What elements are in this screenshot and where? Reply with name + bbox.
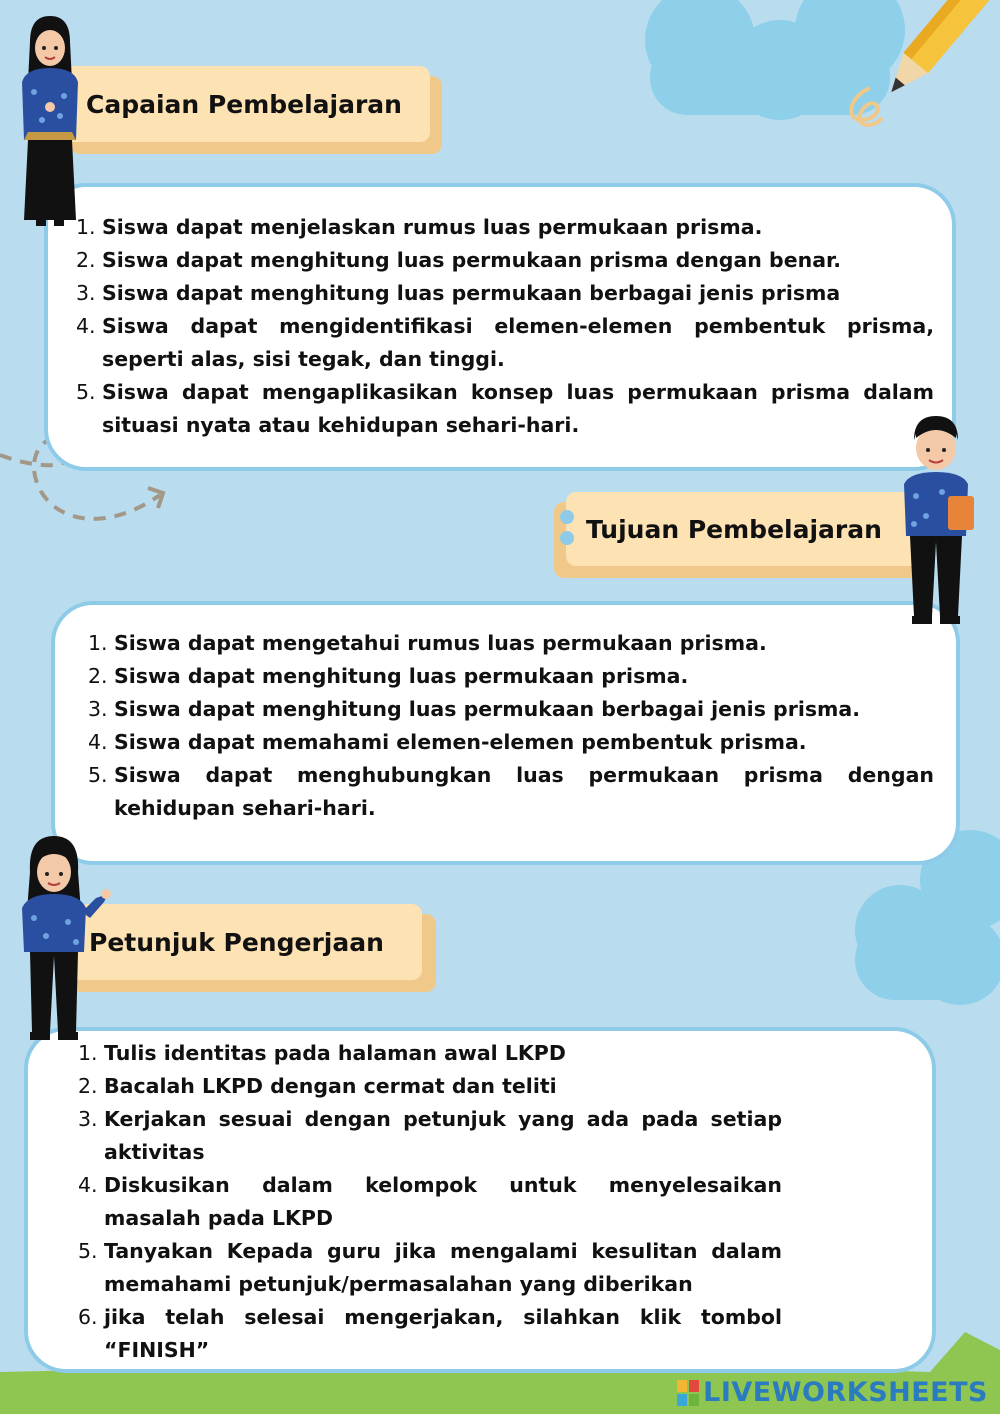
capaian-list [76,211,934,442]
tujuan-title-tab [566,492,930,566]
teacher-female-icon [16,832,112,1042]
list-item: 4. Diskusikan dalam kelompok untuk menyelesaikan masalah pada LKPD [78,1173,782,1230]
list-item: 1. Siswa dapat mengetahui rumus luas permukaan prisma. [88,631,767,655]
capaian-title-tab [62,66,430,142]
logo-text: LIVEWORKSHEETS [703,1377,988,1408]
list-item: 1. Tulis identitas pada halaman awal LKPD [78,1041,566,1065]
list-item: 5. Siswa dapat menghubungkan luas permukaan prisma dengan kehidupan sehari-hari. [88,763,934,820]
list-item: 2. Bacalah LKPD dengan cermat dan teliti [78,1074,557,1098]
live-logo-icon [677,1380,699,1406]
list-item: 3. Siswa dapat menghitung luas permukaan berbagai jenis prisma. [88,697,861,721]
teacher-male-icon [896,412,978,626]
capaian-title: Capaian Pembelajaran [86,89,402,119]
list-item: 5. Tanyakan Kepada guru jika mengalami kesulitan dalam memahami petunjuk/permasalahan yang diberikan [78,1239,782,1296]
list-item: 5. Siswa dapat mengaplikasikan konsep luas permukaan prisma dalam situasi nyata atau kehidupan sehari-hari. [76,380,934,437]
tujuan-list [88,627,934,825]
petunjuk-title-tab [62,904,422,980]
list-item: 2. Siswa dapat menghitung luas permukaan prisma. [88,664,689,688]
cloud-top-right-icon [645,0,905,120]
liveworksheets-logo[interactable] [677,1377,988,1408]
tujuan-title: Tujuan Pembelajaran [586,514,882,544]
petunjuk-list [78,1037,782,1367]
tab-dots-icon [558,508,576,548]
list-item: 3. Siswa dapat menghitung luas permukaan berbagai jenis prisma [76,281,841,305]
list-item: 2. Siswa dapat menghitung luas permukaan prisma dengan benar. [76,248,842,272]
petunjuk-title: Petunjuk Pengerjaan [89,927,384,957]
list-item: 1. Siswa dapat menjelaskan rumus luas permukaan prisma. [76,215,763,239]
list-item: 6. jika telah selesai mengerjakan, silahkan klik tombol “FINISH” [78,1305,782,1362]
list-item: 3. Kerjakan sesuai dengan petunjuk yang ada pada setiap aktivitas [78,1107,782,1164]
teacher-hijab-icon [14,12,84,228]
list-item: 4. Siswa dapat mengidentifikasi elemen-elemen pembentuk prisma, seperti alas, sisi tegak, dan tinggi. [76,314,934,371]
list-item: 4. Siswa dapat memahami elemen-elemen pembentuk prisma. [88,730,807,754]
